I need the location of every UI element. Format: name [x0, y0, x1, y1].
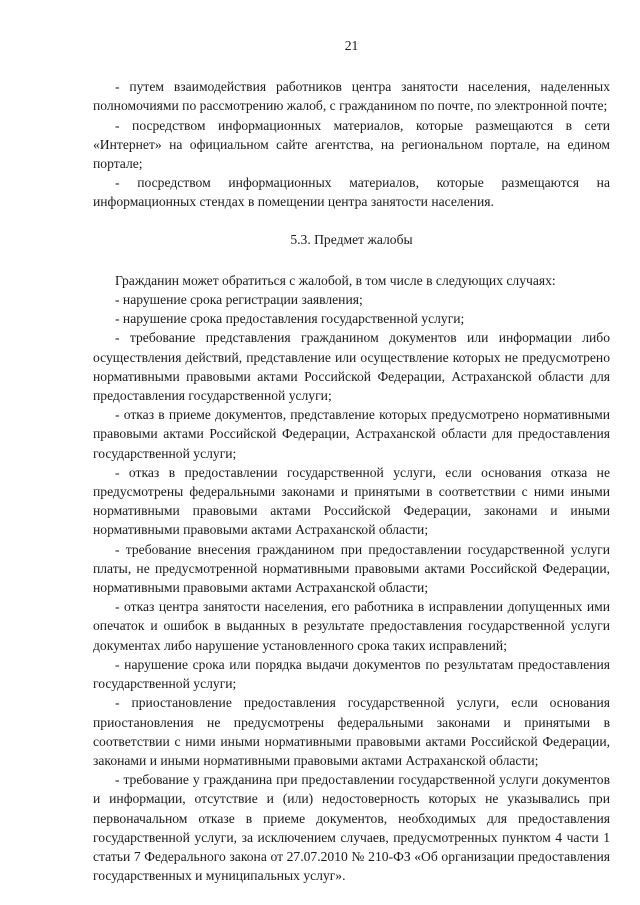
body-paragraph-10: - приостановление предоставления государственной услуги, если основания приостановления не предусмотрены федеральными законами и принятыми в соответствии с ними иными нормативными правовыми актами Российской Федерации, законами и иными нормативными правовыми актами Астраханской области;	[93, 695, 610, 768]
section-heading: 5.3. Предмет жалобы	[290, 231, 413, 247]
body-paragraph-8: - отказ центра занятости населения, его работника в исправлении допущенных ими опечаток и ошибок в выданных в результате предоставления государственной услуги документах либо нарушение установленного срока таких исправлений;	[93, 599, 610, 653]
body-paragraph-5: - отказ в приеме документов, представление которых предусмотрено нормативными правовыми актами Российской Федерации, Астраханской области для предоставления государственной услуги;	[93, 407, 610, 461]
body-paragraph-4: - требование представления гражданином документов или информации либо осуществления действий, представление или осуществление которых не предусмотрено нормативными правовыми актами Российской Федерации, Астраханской области для предоставления государственной услуги;	[93, 330, 610, 404]
intro-paragraph-1: - путем взаимодействия работников центра занятости населения, наделенных полномочиями по рассмотрению жалоб, с гражданином по почте, по электронной почте;	[93, 79, 610, 114]
body-paragraph-6: - отказ в предоставлении государственной услуги, если основания отказа не предусмотрены федеральными законами и принятыми в соответствии с ними иными нормативными правовыми актами Российской Федерации, законами и иными нормативными правовыми актами Астраханской области;	[93, 464, 610, 538]
body-paragraph-3: - нарушение срока предоставления государственной услуги;	[115, 311, 465, 327]
intro-paragraph-3: - посредством информационных материалов, которые размещаются на информационных стендах в помещении центра занятости населения.	[93, 175, 610, 210]
body-paragraph-1: Гражданин может обратиться с жалобой, в том числе в следующих случаях:	[115, 272, 556, 288]
intro-paragraph-2: - посредством информационных материалов, которые размещаются в сети «Интернет» на официальном сайте агентства, на региональном портале, на едином портале;	[93, 117, 610, 172]
page-number: 21	[344, 38, 359, 53]
body-paragraph-7: - требование внесения гражданином при предоставлении государственной услуги платы, не предусмотренной нормативными правовыми актами Российской Федерации, нормативными правовыми актами Астраханской области;	[93, 541, 610, 596]
body-paragraph-2: - нарушение срока регистрации заявления;	[115, 292, 363, 308]
body-paragraph-11: - требование у гражданина при предоставлении государственной услуги документов и информации, отсутствие и (или) недостоверность которых не указывались при первоначальном отказе в приеме документов, необходимых для предоставления государственной услуги, за исключением случаев, предусмотренных пунктом 4 части 1 статьи 7 Федерального закона от 27.07.2010 № 210-ФЗ «Об организации предоставления государственных и муниципальных услуг».	[93, 772, 610, 884]
body-paragraph-9: - нарушение срока или порядка выдачи документов по результатам предоставления государственной услуги;	[93, 656, 610, 692]
